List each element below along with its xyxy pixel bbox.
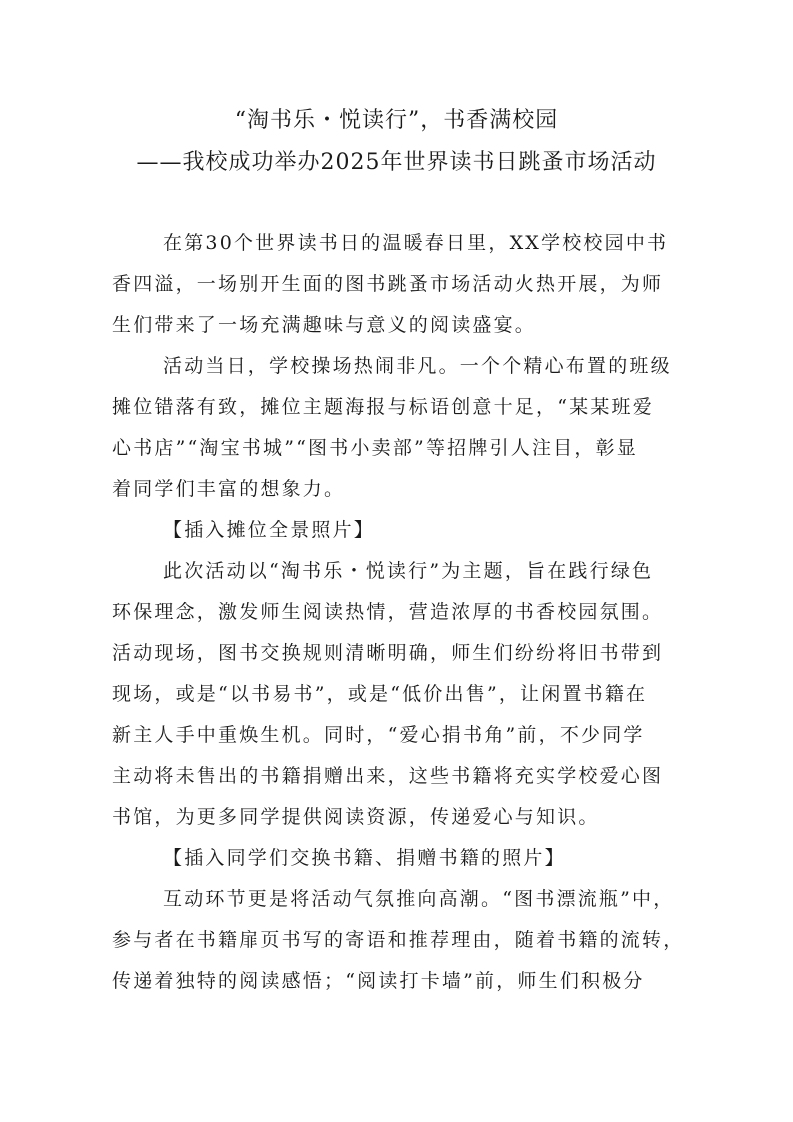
photo-placeholder-note: 【插入摊位全景照片】 bbox=[163, 519, 376, 541]
document-subtitle: ——我校成功举办2025年世界读书日跳蚤市场活动 bbox=[136, 150, 657, 175]
paragraph-line: 主动将未售出的书籍捐赠出来，这些书籍将充实学校爱心图 bbox=[112, 765, 664, 787]
paragraph-line: 传递着独特的阅读感悟；“阅读打卡墙”前，师生们积极分 bbox=[112, 970, 645, 992]
paragraph-line: 参与者在书籍扉页书写的寄语和推荐理由，随着书籍的流转， bbox=[112, 929, 685, 951]
document-title: “淘书乐・悦读行”，书香满校园 bbox=[234, 108, 559, 133]
paragraph-line: 活动当日，学校操场热闹非凡。一个个精心布置的班级 bbox=[163, 355, 672, 377]
paragraph-line: 摊位错落有致，摊位主题海报与标语创意十足，“某某班爱 bbox=[112, 396, 654, 418]
paragraph-line: 环保理念，激发师生阅读热情，营造浓厚的书香校园氛围。 bbox=[112, 601, 664, 623]
paragraph-line: 书馆，为更多同学提供阅读资源，传递爱心与知识。 bbox=[112, 806, 600, 828]
paragraph-line: 香四溢，一场别开生面的图书跳蚤市场活动火热开展，为师 bbox=[112, 273, 664, 295]
paragraph-line: 着同学们丰富的想象力。 bbox=[112, 478, 346, 500]
paragraph-line: 活动现场，图书交换规则清晰明确，师生们纷纷将旧书带到 bbox=[112, 642, 664, 664]
paragraph-line: 心书店”“淘宝书城”“图书小卖部”等招牌引人注目，彰显 bbox=[112, 437, 638, 459]
photo-placeholder-note: 【插入同学们交换书籍、捐赠书籍的照片】 bbox=[163, 847, 566, 869]
paragraph-line: 新主人手中重焕生机。同时，“爱心捐书角”前，不少同学 bbox=[112, 724, 645, 746]
paragraph-line: 现场，或是“以书易书”，或是“低价出售”，让闲置书籍在 bbox=[112, 683, 648, 705]
paragraph-line: 此次活动以“淘书乐・悦读行”为主题，旨在践行绿色 bbox=[163, 560, 654, 582]
paragraph-line: 互动环节更是将活动气氛推向高潮。“图书漂流瓶”中， bbox=[163, 888, 675, 910]
paragraph-line: 在第30个世界读书日的温暖春日里，XX学校校园中书 bbox=[163, 232, 669, 254]
paragraph-line: 生们带来了一场充满趣味与意义的阅读盛宴。 bbox=[112, 314, 537, 336]
